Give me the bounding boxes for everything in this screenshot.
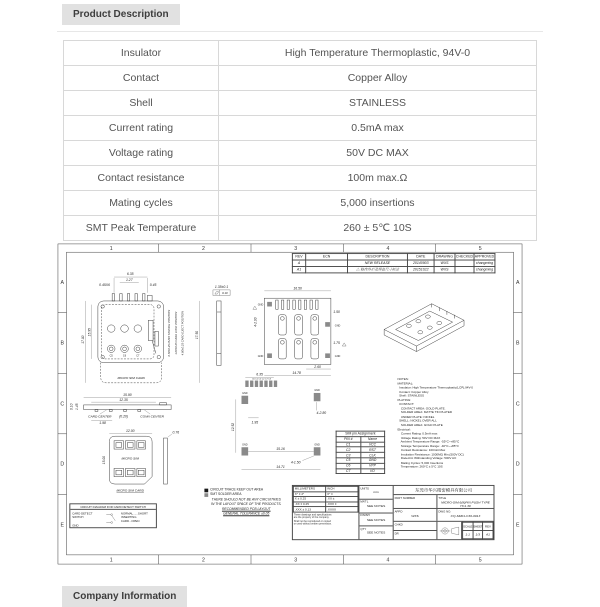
grid-col-label: 3 xyxy=(294,557,298,564)
legend-warning-1: THERE SHOULD NOT BE ANY CIRCUITRIES xyxy=(211,497,281,502)
svg-text:0.76: 0.76 xyxy=(172,430,180,435)
flatness-symbol-icon xyxy=(215,292,219,294)
circuit-title: CIRCUIT DIAGRAM FOR CARD DETECT SWITCH xyxy=(70,504,156,510)
spec-label: Voltage rating xyxy=(64,141,219,166)
svg-text:0.50±0.25 PUSH STROKE POSITION: 0.50±0.25 PUSH STROKE POSITION xyxy=(167,309,172,357)
divider xyxy=(57,31,543,32)
technical-drawing-sheet xyxy=(57,243,523,565)
drawing-notes: NOTES: MATERIAL: Insulator: High Temperature Thermoplastic(LCP),94V-0 Contact: Copper Alloy Shell: STAINLESS PLATING: CONTACT: CONTACT AREA: GOLD PLATE. SOLDER AREA: MATTE TIN PLATED UNDER PLATE: NICKEL SHELL: NICKEL OVER ALL SOLDER AREA: GOLD PLATE Electrical: Current Rating: 0.5mA max Voltage Rating: 50V DC MAX Ambient Temperature Range: -55°C~+85°C Storage Temperature Range: -40°C~+85°C Contact Resistance: 100mΩ Max Insulation Resistance: 1000MΩ Min,(500V DC) Dielectric Withstanding Voltage: 500V AC Mating Cycles: 5,000 Insertions Temperature: 260°C ± 5°C 10S xyxy=(397,377,474,469)
grid-row-label: A xyxy=(516,279,520,286)
svg-text:1.27: 1.27 xyxy=(125,278,133,283)
svg-text:12.00: 12.00 xyxy=(125,429,135,434)
svg-text:0.45: 0.45 xyxy=(149,283,157,288)
chkd-label: CHKD xyxy=(394,522,403,526)
grid-col-label: 2 xyxy=(202,557,205,564)
svg-text:15.90: 15.90 xyxy=(123,393,132,398)
finish-value: SEE NOTES xyxy=(366,517,386,522)
svg-text:4-2.80: 4-2.80 xyxy=(316,411,327,416)
spec-value: 5,000 insertions xyxy=(219,191,537,216)
rev-header: DRAWING xyxy=(434,254,455,260)
connector-iso-view xyxy=(384,304,464,352)
pcb-legend xyxy=(204,488,288,517)
svg-text:6.35: 6.35 xyxy=(126,272,134,277)
grid-row-label: D xyxy=(60,461,65,468)
grid-row-label: E xyxy=(516,522,520,529)
svg-text:0.10: 0.10 xyxy=(222,291,228,296)
grid-row-label: A xyxy=(60,279,64,286)
pcb-bottom-view xyxy=(253,287,346,376)
spec-table xyxy=(63,40,537,241)
spec-value: 100m max.Ω xyxy=(219,166,537,191)
pin-row: C3 CLK xyxy=(336,452,385,457)
spec-label: Contact xyxy=(64,66,219,91)
rev-header: DESCRIPTION xyxy=(348,254,408,260)
keep-out-swatch-icon xyxy=(204,488,208,492)
spec-label: Shell xyxy=(64,91,219,116)
spec-row xyxy=(64,91,537,116)
svg-text:12.52: 12.52 xyxy=(230,422,235,432)
tab-product-description[interactable]: Product Description xyxy=(62,4,180,25)
svg-text:15.95: 15.95 xyxy=(87,328,92,337)
svg-text:CARD CENTER: CARD CENTER xyxy=(88,414,112,419)
grid-col-label: 5 xyxy=(478,245,482,252)
rev-row: A NEW RELEASE 20140903 WXS changming xyxy=(292,260,495,266)
rev-row: A1 △ 修改外形及焊盘尺寸标注 20151022 WXS changming xyxy=(292,266,495,272)
svg-text:16.50: 16.50 xyxy=(293,286,302,291)
svg-text:GND: GND xyxy=(314,389,320,393)
svg-text:1.50: 1.50 xyxy=(333,309,340,314)
legend-solder: SMT SOLDER AREA xyxy=(210,492,242,497)
svg-text:C5: C5 xyxy=(109,354,113,358)
rev-header: DATE xyxy=(407,254,434,260)
grid-row-label: B xyxy=(60,340,64,347)
pin-row: C7 I/O xyxy=(336,468,385,473)
grid-col-label: 4 xyxy=(386,245,390,252)
switch-symbol-icon xyxy=(103,511,121,526)
tab-company-information[interactable]: Company Information xyxy=(62,586,187,607)
grid-col-label: 5 xyxy=(478,557,482,564)
svg-text:GND: GND xyxy=(242,391,248,395)
circuit-inserting: INSERTING CARD...OPEN xyxy=(120,514,140,523)
dwg-no-value: CQ-SM01-C30-0013 xyxy=(450,513,481,518)
legend-keep-out: CIRCUIT TRACE KEEP OUT AREA xyxy=(210,487,264,492)
rev-header: APPROVED xyxy=(474,254,495,259)
circuit-normal: NORMAL......SHORT xyxy=(120,511,148,515)
dwg-no-label: DWG NO. xyxy=(438,509,452,514)
spec-value: 260 ± 5℃ 10S xyxy=(219,216,537,241)
svg-text:C6 C1 C5 C2 C7 C3: C6 C1 C5 C2 C7 C3 xyxy=(252,378,271,381)
svg-text:4.80±0.25 CARD EJECT POSITION: 4.80±0.25 CARD EJECT POSITION xyxy=(180,311,185,356)
svg-text:GND: GND xyxy=(257,355,264,359)
tolerance-table: MILLIMETERS INCH X° ± 2° X° ± X ± 0.25 .XX ± .XX ± 0.25 .XXX ± .XXX ± 0.13 .XXXX xyxy=(293,486,359,513)
svg-text:4-1.50: 4-1.50 xyxy=(290,460,301,465)
grid-row-label: E xyxy=(60,522,64,529)
legend-recommended: RECOMMENDED PCB LAYOUT xyxy=(221,507,271,511)
svg-text:0.10: 0.10 xyxy=(69,403,74,410)
grid-col-label: 1 xyxy=(109,557,113,564)
revision-table xyxy=(292,253,496,273)
svg-text:MICRO SIM: MICRO SIM xyxy=(121,456,139,461)
grid-col-label: 1 xyxy=(109,245,113,252)
tolerance-note: These drawings and specifications are the property of the company. Shall not be reproduced or copied or used without written permission. xyxy=(293,513,332,526)
spec-value: 0.5mA max xyxy=(219,116,537,141)
finish-label: FINISH xyxy=(360,513,370,518)
third-angle-projection-icon xyxy=(439,524,460,537)
svg-text:14.78: 14.78 xyxy=(292,371,301,376)
svg-text:C6: C6 xyxy=(122,354,127,358)
micro-sim-card-view xyxy=(102,429,179,492)
rev-header: REV xyxy=(292,254,305,260)
part-number-label: PART NUMBER xyxy=(394,495,416,500)
spec-row xyxy=(64,191,537,216)
appd-label: APPD xyxy=(394,509,403,514)
spec-row xyxy=(64,116,537,141)
solder-swatch-icon xyxy=(204,493,208,497)
pin-table-title: SIM pin Assignment xyxy=(336,431,385,436)
pin-row: C6 VPP xyxy=(336,463,385,468)
svg-text:15.16: 15.16 xyxy=(276,447,285,451)
rev-header: ECN xyxy=(306,254,348,260)
units-label: UNITS xyxy=(360,486,369,491)
svg-text:1.98: 1.98 xyxy=(99,421,106,426)
svg-text:1.35±0.1: 1.35±0.1 xyxy=(214,285,229,290)
grid-col-label: 4 xyxy=(386,557,390,564)
rev-header: CHECKED xyxy=(455,254,474,259)
pin-header: Name xyxy=(360,436,384,441)
pin-row: C2 RST xyxy=(336,447,385,452)
scale-label: SCALE xyxy=(463,522,473,530)
pin-header: PIN # xyxy=(336,436,360,441)
svg-text:4-2.00: 4-2.00 xyxy=(253,317,258,327)
svg-text:C7: C7 xyxy=(136,354,140,358)
svg-text:GND: GND xyxy=(334,324,341,328)
spec-value: High Temperature Thermoplastic, 94V-0 xyxy=(219,41,537,66)
drawing-title-value: MICRO-SIM 6(8)PIN PUSH TYPE H=1.30 xyxy=(441,500,490,508)
spec-row xyxy=(64,66,537,91)
sheet-value: 1/3 xyxy=(473,531,483,539)
title-label: TITLE xyxy=(438,495,447,500)
pin-table xyxy=(336,431,385,475)
svg-text:14.71: 14.71 xyxy=(276,465,285,470)
svg-text:MICRO SIM CARD: MICRO SIM CARD xyxy=(117,376,145,381)
connector-side-view xyxy=(213,285,230,365)
rev-label: REV xyxy=(483,522,493,530)
rev-flag-icon xyxy=(253,306,257,309)
rev-flag-icon xyxy=(342,343,346,346)
spec-label: Contact resistance xyxy=(64,166,219,191)
svg-text:GND: GND xyxy=(242,443,248,447)
scale-table xyxy=(462,522,493,539)
svg-text:1.00±0.25 CARD LOCK POSITION: 1.00±0.25 CARD LOCK POSITION xyxy=(173,311,178,355)
circuit-gnd-label: GND xyxy=(72,523,79,527)
svg-text:(0.20): (0.20) xyxy=(119,414,129,419)
svg-text:17.50: 17.50 xyxy=(195,330,200,340)
pin-row: C1 VCC xyxy=(336,442,385,447)
grid-col-label: 3 xyxy=(294,245,298,252)
sheet-label: SHEET xyxy=(473,522,483,530)
qty-label: QTY xyxy=(360,527,367,531)
matl-value: SEE NOTES xyxy=(366,504,386,508)
appd-value: WXS xyxy=(411,513,419,518)
pad-layout-view xyxy=(231,372,327,469)
spec-label: Insulator xyxy=(64,41,219,66)
spec-row xyxy=(64,216,537,241)
spec-row xyxy=(64,141,537,166)
pin-row: C5 GND xyxy=(336,458,385,463)
spec-row xyxy=(64,41,537,66)
svg-text:GND: GND xyxy=(257,303,264,307)
svg-text:MICRO SIM CARD: MICRO SIM CARD xyxy=(116,488,144,493)
grid-row-label: B xyxy=(516,340,520,347)
spec-value: Copper Alloy xyxy=(219,66,537,91)
card-center-view xyxy=(70,393,171,425)
spec-label: SMT Peak Temperature xyxy=(64,216,219,241)
svg-text:6.35: 6.35 xyxy=(256,372,263,377)
svg-text:12.35: 12.35 xyxy=(119,398,128,403)
spec-value: 50V DC MAX xyxy=(219,141,537,166)
qty-value: SEE NOTES xyxy=(366,531,386,535)
title-block xyxy=(292,485,495,540)
dr-label: DR xyxy=(394,531,399,536)
svg-text:1.75: 1.75 xyxy=(333,341,340,346)
svg-text:1.45: 1.45 xyxy=(74,403,79,410)
svg-text:2.60: 2.60 xyxy=(314,364,321,369)
spec-row xyxy=(64,166,537,191)
svg-text:15.00: 15.00 xyxy=(101,455,107,465)
svg-text:GND: GND xyxy=(334,355,341,359)
grid-row-label: C xyxy=(515,401,520,408)
svg-text:GND: GND xyxy=(314,443,320,447)
company-name: 东莞市华兴精密模具有限公司 xyxy=(394,486,494,495)
spec-label: Mating cycles xyxy=(64,191,219,216)
legend-warning-2: IN THE LAYOUT SPACE OF THE PRODUCTS. xyxy=(211,502,282,506)
units-value: mm xyxy=(373,490,379,495)
circuit-switch-label: CARD DETECT SWITCH xyxy=(72,511,93,519)
grid-row-label: C xyxy=(60,401,65,408)
svg-text:0.45X6: 0.45X6 xyxy=(99,283,110,288)
spec-label: Current rating xyxy=(64,116,219,141)
rev-value: A1 xyxy=(483,531,493,539)
circuit-diagram-box xyxy=(69,503,156,528)
svg-text:1.95: 1.95 xyxy=(251,420,259,425)
spec-table-body xyxy=(64,41,537,241)
scale-value: 1:1 xyxy=(463,531,473,539)
grid-col-label: 2 xyxy=(202,245,205,252)
svg-text:CONN CENTER: CONN CENTER xyxy=(140,414,164,419)
grid-row-label: D xyxy=(515,461,520,468)
connector-top-view xyxy=(81,272,200,383)
svg-text:17.00: 17.00 xyxy=(81,335,86,344)
matl-label: MAT'L xyxy=(360,499,369,504)
legend-tolerance: GENERAL TOLERANCE ±0.05 xyxy=(223,511,270,516)
spec-value: STAINLESS xyxy=(219,91,537,116)
